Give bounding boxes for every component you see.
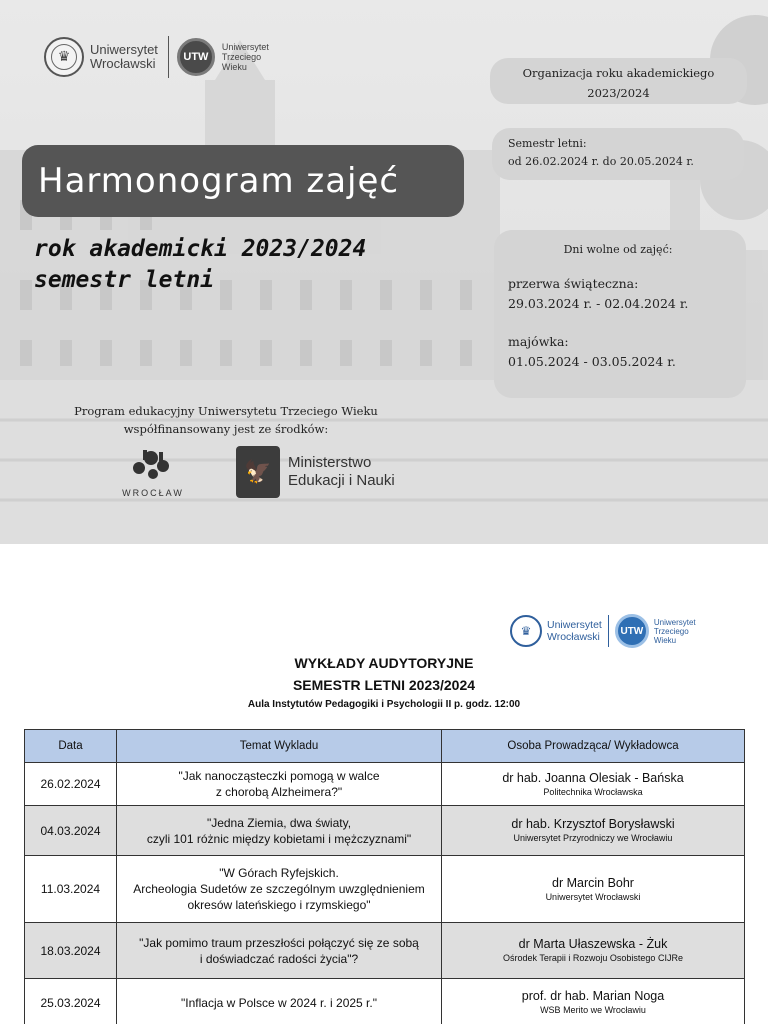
topic-line: "Jak pomimo traum przeszłości połączyć się ze sobą (139, 935, 419, 950)
page-subtitle (34, 234, 366, 296)
topic-line: "Inflacja w Polsce w 2024 r. i 2025 r." (181, 995, 377, 1010)
cell-topic (117, 923, 442, 979)
topic-line: i doświadczać radości życia"? (199, 951, 359, 966)
cell-date: 04.03.2024 (25, 806, 117, 856)
column-header-lecturer: Osoba Prowadząca/ Wykładowca (442, 730, 745, 763)
org-line1: Organizacja roku akademickiego (522, 66, 715, 80)
lecturer-name: dr Marcin Bohr (552, 875, 634, 890)
lecturer-institution: Uniwersytet Przyrodniczy we Wrocławiu (513, 833, 673, 843)
table-row (25, 979, 745, 1024)
column-header-topic: Temat Wykladu (117, 730, 442, 763)
schedule-subheading: SEMESTR LETNI 2023/2024 (292, 677, 476, 693)
uwr-logo-text-small (547, 619, 602, 643)
column-header-date: Data (25, 730, 117, 763)
wroclaw-logo-text: WROCŁAW (122, 488, 184, 498)
cell-topic (117, 806, 442, 856)
schedule-heading: WYKŁADY AUDYTORYJNE (294, 655, 474, 671)
lecturer-name: prof. dr hab. Marian Noga (521, 989, 665, 1003)
days-off-pill (494, 230, 746, 398)
table-header-row (25, 730, 745, 763)
university-seal-icon: ♛ (44, 37, 84, 77)
cell-lecturer (442, 856, 745, 923)
ministry-logo (236, 446, 395, 498)
cell-date: 26.02.2024 (25, 763, 117, 806)
funding-line2: współfinansowany jest ze środków: (123, 422, 329, 436)
lecturer-name: dr Marta Ułaszewska - Żuk (518, 937, 668, 951)
utw-badge: UTW (183, 51, 209, 63)
wroclaw-logo (122, 446, 184, 498)
may-dates: 01.05.2024 - 03.05.2024 r. (508, 354, 676, 369)
utw-line1: Uniwersytet (221, 42, 269, 52)
topic-line: z chorobą Alzheimera?" (215, 785, 343, 799)
cell-date: 11.03.2024 (25, 856, 117, 923)
utw-line2-small: Trzeciego (653, 626, 689, 636)
topic-line: "Jak nanocząsteczki pomogą w walce (178, 769, 380, 783)
topic-line: "Jedna Ziemia, dwa światy, (206, 815, 352, 830)
wroclaw-logo-icon (129, 446, 177, 482)
days-off-header: Dni wolne od zajęć: (563, 243, 673, 256)
topic-line: czyli 101 różnic między kobietami i mężczyznami" (146, 831, 412, 846)
university-seal-icon: ♛ (510, 615, 542, 647)
ministry-line1: Ministerstwo (288, 454, 372, 471)
logo-divider (168, 36, 169, 78)
ministry-line2: Edukacji i Nauki (288, 472, 395, 489)
utw-line1-small: Uniwersytet (653, 617, 696, 627)
utw-logo-icon (177, 38, 215, 76)
break-label: przerwa świąteczna: (508, 276, 639, 291)
subtitle-year: rok akademicki 2023/2024 (34, 236, 367, 262)
uwr-line2: Wrocławski (90, 56, 156, 71)
uwr-line1: Uniwersytet (90, 42, 158, 57)
cell-topic (117, 856, 442, 923)
cell-lecturer (442, 806, 745, 856)
cell-date: 18.03.2024 (25, 923, 117, 979)
cell-topic (117, 979, 442, 1024)
org-line2: 2023/2024 (587, 86, 650, 100)
funding-note (40, 402, 412, 438)
lecturer-institution: Politechnika Wrocławska (543, 786, 643, 797)
schedule-logos (510, 614, 696, 648)
semester-range: od 26.02.2024 r. do 20.05.2024 r. (508, 155, 694, 168)
table-row (25, 763, 745, 806)
lecturer-institution: Ośrodek Terapii i Rozwoju Osobistego CIJRe (503, 953, 683, 963)
subtitle-semester: semestr letni (34, 267, 215, 293)
cell-lecturer (442, 763, 745, 806)
topic-line: "W Górach Ryfejskich. (219, 866, 339, 880)
table-row (25, 806, 745, 856)
table-row (25, 856, 745, 923)
lecture-schedule-table (24, 729, 745, 1024)
topic-line: Archeologia Sudetów ze szczególnym uwzględnieniem (133, 882, 425, 896)
semester-dates-pill (492, 128, 744, 180)
utw-line3-small: Wieku (653, 635, 677, 645)
utw-line2: Trzeciego (221, 52, 262, 62)
logo-divider-small (608, 615, 609, 647)
ministry-name (288, 454, 395, 490)
university-logos (44, 36, 269, 78)
utw-logo-text (222, 42, 269, 72)
utw-logo-text-small (654, 618, 696, 645)
eagle-crest-icon: 🦅 (236, 446, 280, 498)
lecturer-name: dr hab. Joanna Olesiak - Bańska (502, 770, 684, 785)
uwr-line2-small: Wrocławski (547, 631, 600, 643)
lecturer-institution: WSB Merito we Wrocławiu (540, 1005, 646, 1015)
utw-badge-small: UTW (620, 625, 644, 637)
uwr-logo-text (90, 43, 158, 71)
utw-logo-icon-small (615, 614, 649, 648)
table-row (25, 923, 745, 979)
funding-line1: Program edukacyjny Uniwersytetu Trzeciego Wieku (74, 404, 378, 418)
uwr-line1-small: Uniwersytet (547, 619, 602, 631)
topic-line: okresów lateńskiego i rzymskiego" (187, 898, 371, 912)
may-label: majówka: (508, 334, 569, 349)
cell-topic (117, 763, 442, 806)
cell-lecturer (442, 979, 745, 1024)
cell-lecturer (442, 923, 745, 979)
lecturer-name: dr hab. Krzysztof Borysławski (511, 817, 675, 831)
cell-date: 25.03.2024 (25, 979, 117, 1024)
lecturer-institution: Uniwersytet Wrocławski (545, 891, 641, 902)
utw-line3: Wieku (221, 62, 247, 72)
page-title: Harmonogram zajęć (22, 145, 464, 217)
schedule-location: Aula Instytutów Pedagogiki i Psychologii II p. godz. 12:00 (247, 699, 521, 710)
semester-label: Semestr letni: (508, 137, 587, 150)
academic-year-pill (490, 58, 747, 104)
break-dates: 29.03.2024 r. - 02.04.2024 r. (508, 296, 689, 311)
